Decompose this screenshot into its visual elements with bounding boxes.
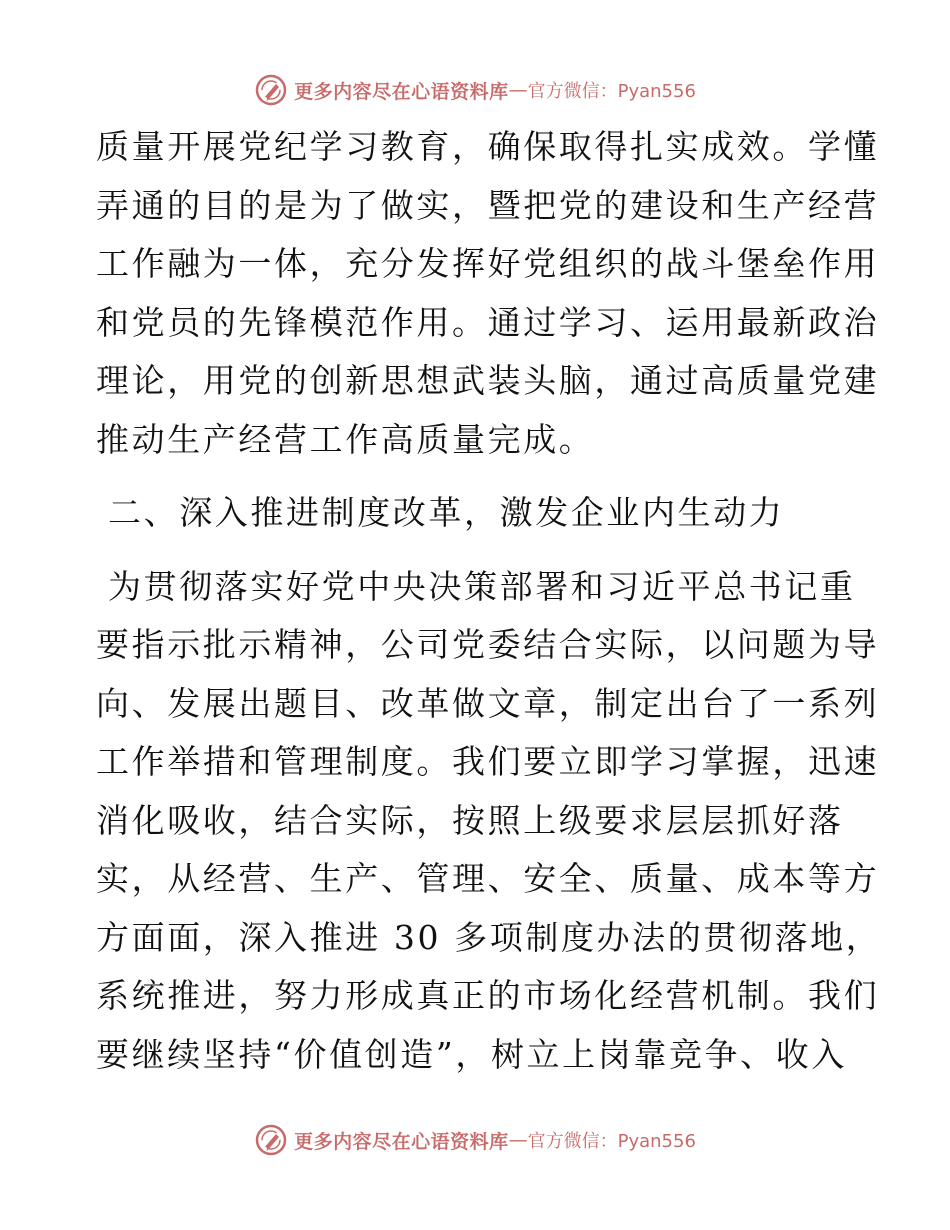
paragraph-line: 向、发展出题目、改革做文章，制定出台了一系列 — [96, 683, 880, 723]
paragraph-line: 理论，用党的创新思想武装头脑，通过高质量党建 — [96, 361, 880, 400]
watermark-wechat: 官方微信：Pyan556 — [527, 81, 696, 102]
paragraph-line: 和党员的先锋模范作用。通过学习、运用最新政治 — [96, 302, 880, 342]
header-watermark — [0, 70, 950, 110]
paragraph-line: 弄通的目的是为了做实，暨把党的建设和生产经营 — [96, 185, 880, 225]
watermark-brand: 更多内容尽在心语资料库 — [294, 80, 509, 103]
paragraph-line: 推动生产经营工作高质量完成。 — [96, 419, 595, 459]
watermark-separator: — — [508, 79, 528, 101]
watermark-wechat: 官方微信：Pyan556 — [527, 1131, 696, 1152]
paragraph-line: 系统推进，努力形成真正的市场化经营机制。我们 — [96, 976, 880, 1015]
paragraph-line: 为贯彻落实好党中央决策部署和习近平总书记重 — [108, 566, 856, 606]
watermark-separator: — — [508, 1129, 528, 1151]
paragraph-line: 要继续坚持“价值创造”，树立上岗靠竞争、收入 — [96, 1034, 847, 1074]
section-heading: 二、深入推进制度改革，激发企业内生动力 — [108, 493, 785, 532]
paragraph-line: 工作举措和管理制度。我们要立即学习掌握，迅速 — [96, 742, 880, 781]
watermark-brand: 更多内容尽在心语资料库 — [294, 1130, 509, 1153]
pen-nib-circle-icon — [254, 1123, 288, 1157]
paragraph-line: 方面面，深入推进 30 多项制度办法的贯彻落地， — [96, 917, 882, 957]
paragraph-line: 实，从经营、生产、管理、安全、质量、成本等方 — [96, 859, 880, 898]
pen-nib-circle-icon — [254, 73, 288, 107]
footer-watermark — [0, 1120, 950, 1160]
paragraph-line: 质量开展党纪学习教育，确保取得扎实成效。学懂 — [96, 127, 880, 166]
paragraph-line: 要指示批示精神，公司党委结合实际，以问题为导 — [96, 625, 880, 664]
document-body — [96, 118, 882, 1084]
paragraph-line: 消化吸收，结合实际，按照上级要求层层抓好落 — [96, 800, 844, 840]
paragraph-line: 工作融为一体，充分发挥好党组织的战斗堡垒作用 — [96, 244, 880, 283]
